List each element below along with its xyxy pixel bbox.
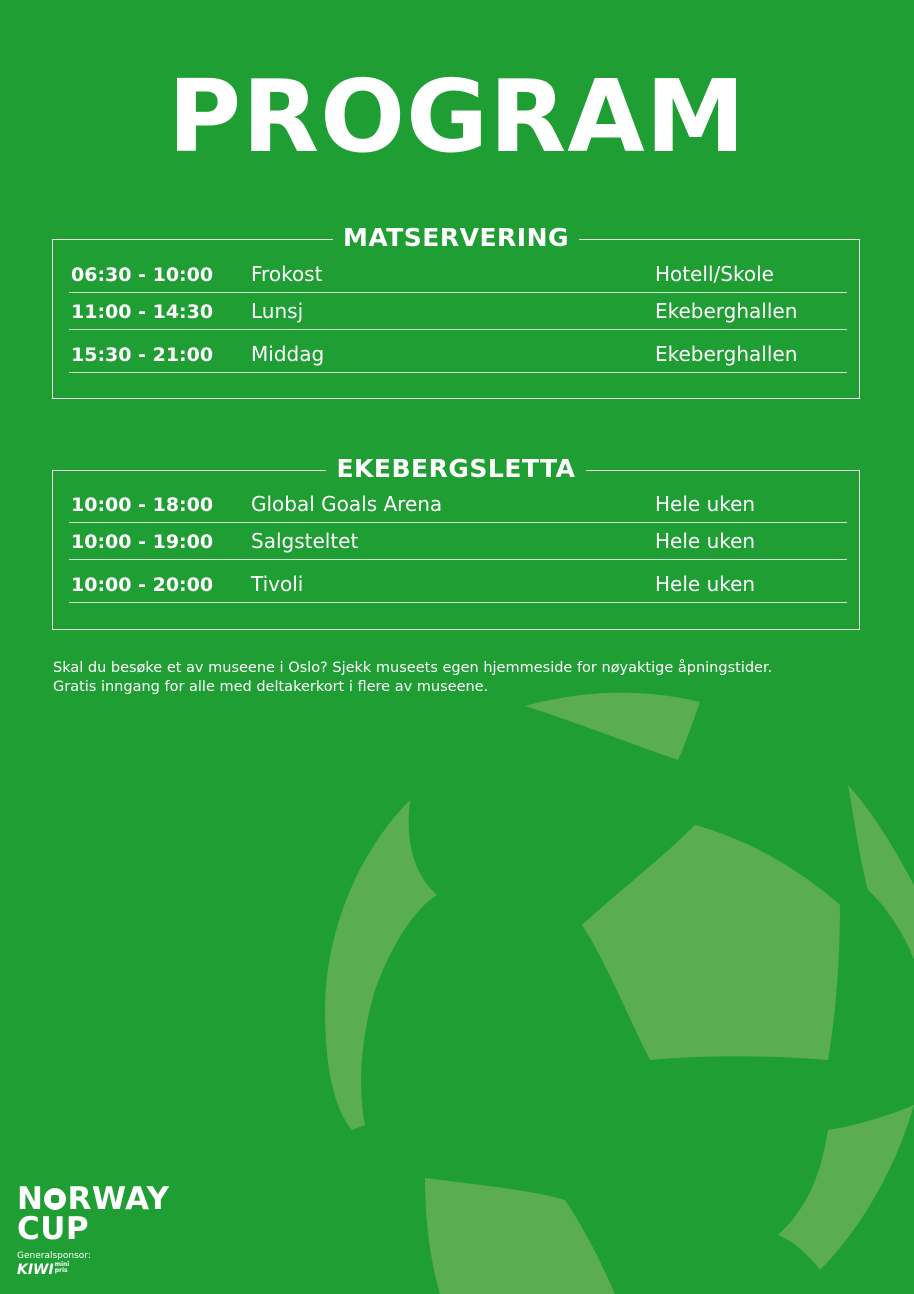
row-location: Hele uken: [655, 572, 756, 596]
section-heading-label: EKEBERGSLETTA: [326, 454, 585, 483]
row-time: 10:00 - 18:00: [71, 494, 214, 516]
note-line: Skal du besøke et av museene i Oslo? Sjekk museets egen hjemmeside for nøyaktige åpningstider.: [53, 660, 773, 676]
logo-letter: N: [17, 1181, 44, 1217]
row-location: Hotell/Skole: [655, 262, 774, 286]
row-time: 10:00 - 19:00: [71, 531, 214, 553]
schedule-row: [69, 255, 847, 293]
logo-letters: RWAY: [67, 1181, 170, 1217]
row-time: 11:00 - 14:30: [71, 301, 214, 323]
kiwi-sub: [55, 1262, 70, 1274]
museum-note: [53, 659, 883, 697]
schedule-row: [69, 485, 847, 523]
ball-panel-top: [525, 693, 700, 760]
row-location: Hele uken: [655, 492, 756, 516]
row-location: Ekeberghallen: [655, 299, 798, 323]
row-activity: Tivoli: [251, 572, 304, 596]
schedule-row: [69, 559, 847, 603]
row-activity: Frokost: [251, 262, 323, 286]
ball-panel-right-top: [848, 785, 914, 960]
ball-panel-bottom: [425, 1178, 615, 1294]
ball-panel-left: [325, 800, 437, 1130]
sponsor-label: Generalsponsor:: [17, 1251, 91, 1261]
schedule-row: [69, 292, 847, 330]
row-time: 15:30 - 21:00: [71, 344, 214, 366]
norway-cup-logo: [17, 1181, 170, 1278]
kiwi-name: KIWI: [17, 1262, 54, 1278]
section-heading: [53, 223, 859, 256]
football-icon: [44, 1188, 66, 1210]
kiwi-logo: [17, 1262, 170, 1278]
row-location: Hele uken: [655, 529, 756, 553]
row-activity: Global Goals Arena: [251, 492, 443, 516]
section-heading-label: MATSERVERING: [333, 223, 579, 252]
schedule-box-matservering: [52, 223, 860, 399]
kiwi-sub-pris: pris: [54, 1267, 68, 1274]
row-activity: Lunsj: [251, 299, 304, 323]
logo-line-norway: [17, 1181, 170, 1217]
row-time: 10:00 - 20:00: [71, 574, 214, 596]
schedule-box-ekebergsletta: [52, 454, 860, 630]
row-activity: Middag: [251, 342, 325, 366]
row-time: 06:30 - 10:00: [71, 264, 214, 286]
row-location: Ekeberghallen: [655, 342, 798, 366]
ball-panel-center: [582, 825, 840, 1060]
section-heading: [53, 454, 859, 487]
logo-line-cup: CUP: [17, 1211, 90, 1247]
schedule-row: [69, 522, 847, 560]
kiwi-sub-mini: mini: [54, 1261, 70, 1268]
page-title: PROGRAM: [167, 58, 747, 175]
note-line: Gratis inngang for alle med deltakerkort i flere av museene.: [53, 679, 489, 695]
ball-panel-right-bottom: [778, 1105, 914, 1270]
row-activity: Salgsteltet: [251, 529, 359, 553]
schedule-row: [69, 329, 847, 373]
